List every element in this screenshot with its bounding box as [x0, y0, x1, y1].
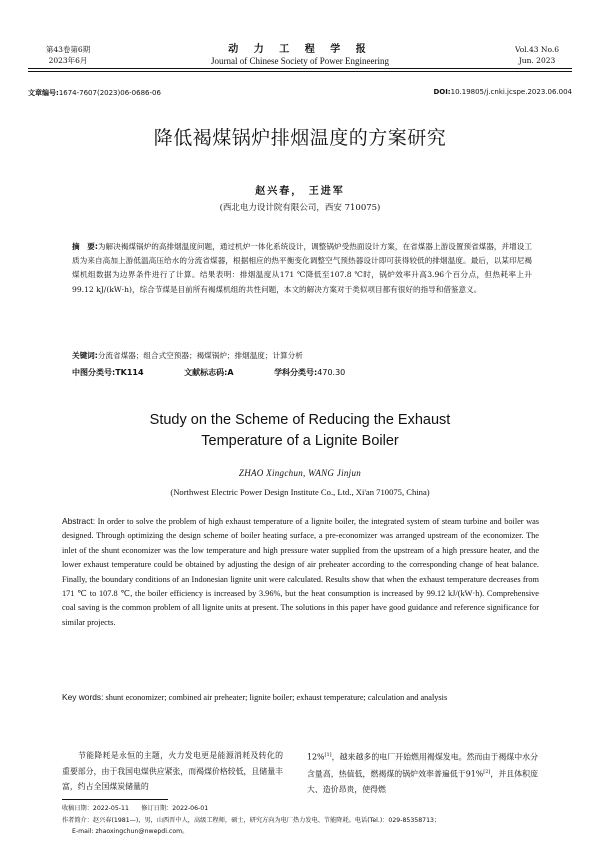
body-column-left: 节能降耗是永恒的主题，火力发电更是能源消耗及转化的重要部分，由于我国电煤供应紧张，而褐煤价格较低，且储量丰富，约占全国煤炭储量的	[62, 751, 283, 791]
doi-value: 10.19805/j.cnki.jcspe.2023.06.004	[450, 88, 572, 96]
keywords-cn	[72, 350, 542, 361]
clc-label: 中图分类号:	[72, 368, 116, 377]
footnote-rule	[62, 799, 168, 800]
subject-value: 470.30	[317, 368, 346, 377]
body-right-part-a: 12%	[307, 752, 325, 762]
keywords-en-label: Key words:	[62, 692, 104, 702]
title-en	[0, 410, 600, 452]
clc-number	[72, 368, 144, 377]
footnote-email: E-mail: zhaoxingchun@nwepdi.com。	[72, 828, 189, 835]
keywords-cn-label: 关键词:	[72, 351, 98, 360]
document-code	[184, 368, 233, 377]
footnote-author-bio: 作者简介：赵兴春(1981—)，男，山西晋中人，高级工程师，硕士，研究方向为电厂热力发电、节能降耗。电话(Tel.)：029-85358713；	[62, 816, 441, 824]
title-en-line2: Temperature of a Lignite Boiler	[201, 433, 399, 449]
keywords-cn-text: 分流省煤器；组合式空预器；褐煤锅炉；排烟温度；计算分析	[97, 351, 303, 360]
doi	[433, 88, 572, 96]
journal-name-cn: 动 力 工 程 学 报	[228, 44, 372, 55]
citation-2[interactable]: [2]	[483, 769, 491, 776]
affiliation-en: (Northwest Electric Power Design Institute Co., Ltd., Xi'an 710075, China)	[170, 487, 430, 497]
volume-en: Vol.43 No.6	[514, 45, 560, 54]
title-en-line1: Study on the Scheme of Reducing the Exhaust	[149, 412, 451, 428]
classification-line	[72, 367, 421, 378]
header-volume-en	[502, 44, 572, 66]
title-cn: 降低褐煤锅炉排烟温度的方案研究	[153, 127, 447, 149]
abstract-cn	[72, 240, 532, 297]
keywords-en	[62, 690, 539, 705]
footnotes	[62, 803, 542, 838]
body-right-part-b: ，越来越多的电厂开始燃用褐煤发电。然而由于褐煤中水分含量高，热值低，燃褐煤的锅炉效率普遍低于91%	[307, 752, 538, 779]
doc-label: 文献标志码:	[184, 368, 228, 377]
header-rule-thin	[28, 71, 572, 72]
article-number-value: 1674-7607(2023)06-0686-06	[58, 89, 161, 97]
abstract-en-text: In order to solve the problem of high exhaust temperature of a lignite boiler, the integrated system of steam turbine and boiler was designed. Through optimizing the design scheme of boiler heating surface, a pre-economizer was arranged upstream of the economizer. The inlet of the shunt economizer was the low temperature and high pressure water supplied from the upstream of a high pressure heater, and the lower exhaust temperature could be obtained by adjusting the design of air preheater according to the corresponding change of heat balance. Finally, the boundary conditions of an Indonesian lignite unit were calculated. Results show that when the exhaust temperature decreases from 171 ℃ to 107.8 ℃, the boiler efficiency is increased by 3.96%, but the heat consumption is increased by 99.12 kJ/(kW·h). Comprehensive coal saving is the common problem of all lignite units at present. The solutions in this paper have good guidance and reference significance for similar projects.	[62, 517, 539, 627]
header-volume-cn	[28, 44, 108, 66]
article-number-label: 文章编号:	[28, 89, 59, 97]
abstract-cn-text: 为解决褐煤锅炉的高排烟温度问题，通过机炉一体化系统设计，调整锅炉受热面设计方案，在省煤器上游设置预省煤器，并增设工质为来自高加上游低温高压给水的分流省煤器，根据相应的热平衡变化调整空气预热器设计即可获得较低的排烟温度。最后，以某印尼褐煤机组数据为边界条件进行了计算。结果表明：排烟温度从171 ℃降低至107.8 ℃时，锅炉效率升高3.96个百分点，但热耗率上升99.12 kJ/(kW·h)，综合节煤是目前所有褐煤机组的共性问题，本文的解决方案对于类似项目都有很好的指导和借鉴意义。	[72, 242, 532, 294]
subject-label: 学科分类号:	[274, 368, 318, 377]
clc-value: TK114	[115, 368, 144, 377]
article-number	[28, 88, 161, 98]
abstract-cn-label: 摘 要:	[72, 242, 98, 251]
body-column-right	[307, 748, 538, 798]
journal-name-en: Journal of Chinese Society of Power Engineering	[211, 56, 389, 66]
volume-cn: 第43卷第6期	[45, 45, 91, 54]
date-en: Jun. 2023	[518, 56, 556, 65]
doi-label: DOI:	[433, 88, 451, 96]
affiliation-cn: (西北电力设计院有限公司，西安 710075)	[219, 203, 381, 213]
header-journal	[160, 40, 440, 66]
subject-code	[274, 368, 383, 377]
body-right-part-c: ，并且体积庞大、造价昂贵，使得燃	[307, 769, 538, 795]
keywords-en-text: shunt economizer; combined air preheater; lignite boiler; exhaust temperature; calculation and analysis	[103, 693, 448, 702]
footnote-dates: 收稿日期：2022-05-11 修订日期：2022-06-01	[62, 805, 209, 812]
header-rule-thick	[28, 68, 572, 69]
date-cn: 2023年6月	[48, 56, 88, 65]
abstract-en	[62, 514, 539, 630]
authors-en: ZHAO Xingchun, WANG Jinjun	[238, 468, 362, 478]
citation-1[interactable]: [1]	[324, 752, 332, 758]
authors-cn: 赵兴春， 王进军	[255, 186, 345, 197]
abstract-en-label: Abstract:	[62, 516, 96, 526]
doc-value: A	[227, 368, 234, 377]
